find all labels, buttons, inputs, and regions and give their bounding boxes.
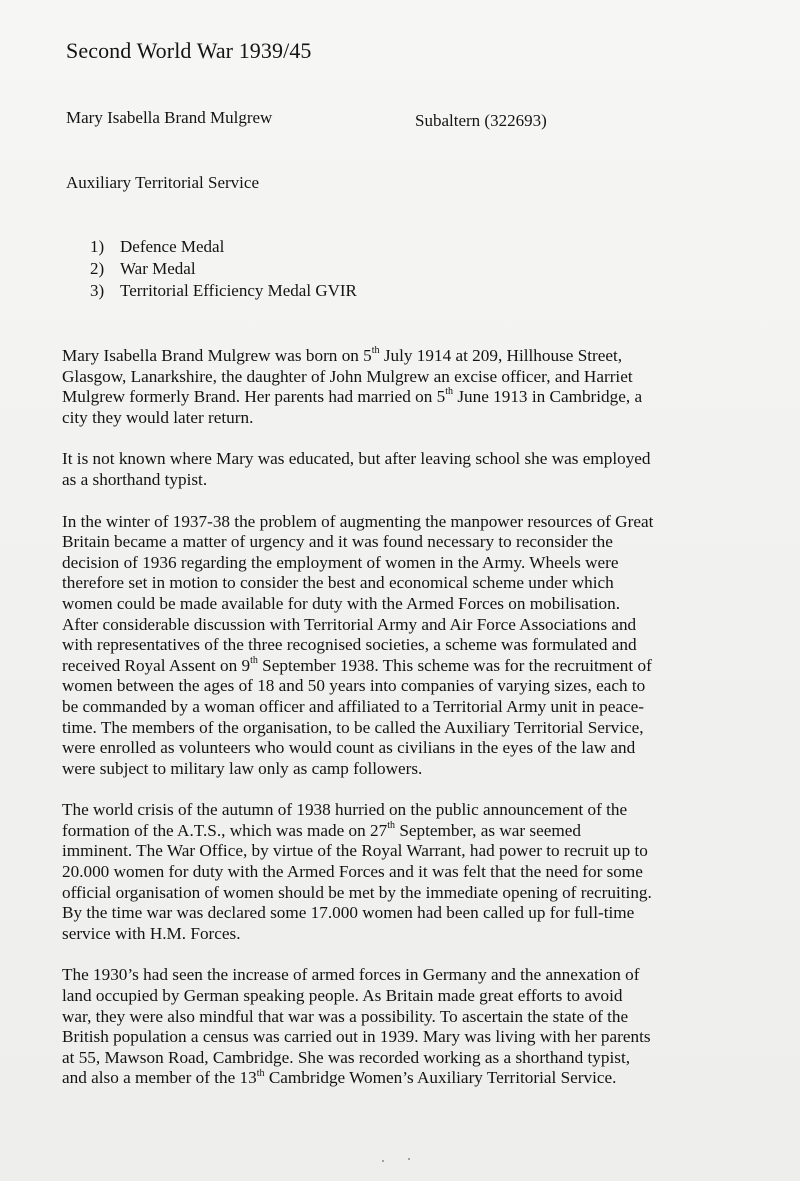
text-segment: The world crisis of the autumn of 1938 hurried on the public announcement of the — [62, 800, 628, 820]
text-line — [62, 986, 710, 1007]
text-segment: imminent. The War Office, by virtue of the Royal Warrant, had power to recruit up to — [62, 841, 648, 861]
medal-label: War Medal — [120, 259, 196, 278]
ordinal-suffix: th — [445, 386, 454, 398]
text-segment: were enrolled as volunteers who would count as civilians in the eyes of the law and — [62, 738, 636, 758]
body-paragraph — [62, 512, 710, 780]
medal-number: 3) — [90, 281, 105, 300]
body-paragraph — [62, 965, 710, 1089]
text-segment: received Royal Assent on 9 — [62, 655, 251, 675]
text-line — [62, 800, 710, 821]
medal-number: 1) — [90, 237, 105, 256]
text-line — [62, 367, 710, 388]
medal-number: 2) — [90, 259, 105, 278]
text-line — [62, 862, 710, 883]
text-segment: September, as war seemed — [395, 820, 581, 840]
medal-label: Defence Medal — [120, 237, 225, 256]
text-segment: service with H.M. Forces. — [62, 923, 241, 943]
scan-speck — [382, 1160, 384, 1162]
text-segment: time. The members of the organisation, to be called the Auxiliary Territorial Service, — [62, 717, 644, 737]
text-line — [62, 697, 710, 718]
ordinal-suffix: th — [250, 654, 258, 666]
text-line — [62, 841, 710, 862]
text-line — [62, 656, 710, 677]
text-segment: British population a census was carried out in 1939. Mary was living with her parents — [62, 1027, 651, 1047]
text-line — [62, 470, 710, 491]
text-segment: Britain became a matter of urgency and it was found necessary to reconsider the — [62, 532, 613, 552]
ordinal-suffix: th — [256, 1067, 265, 1079]
body-paragraph — [62, 800, 710, 944]
text-segment: land occupied by German speaking people. As Britain made great efforts to avoid — [62, 986, 623, 1006]
text-segment: July 1914 at 209, Hillhouse Street, — [379, 346, 623, 365]
document-title: Second World War 1939/45 — [66, 38, 312, 63]
text-line — [62, 1007, 710, 1028]
ordinal-suffix: th — [371, 345, 380, 357]
text-line — [62, 553, 710, 574]
text-line — [62, 594, 710, 615]
text-segment: It is not known where Mary was educated, but after leaving school she was employed — [62, 449, 651, 469]
text-segment: as a shorthand typist. — [62, 469, 208, 489]
text-segment: be commanded by a woman officer and affiliated to a Territorial Army unit in peace- — [62, 696, 645, 716]
subject-name: Mary Isabella Brand Mulgrew — [66, 108, 273, 127]
text-segment: June 1913 in Cambridge, a — [453, 387, 643, 407]
text-line — [62, 1048, 710, 1069]
text-line — [62, 883, 710, 904]
text-segment: By the time war was declared some 17.000 women had been called up for full-time — [62, 903, 635, 923]
text-segment: therefore set in motion to consider the best and economical scheme under which — [62, 573, 614, 593]
text-segment: women could be made available for duty with the Armed Forces on mobilisation. — [62, 593, 620, 613]
text-segment: war, they were also mindful that war was a possibility. To ascertain the state of the — [62, 1006, 629, 1026]
text-line — [62, 759, 710, 780]
text-segment: women between the ages of 18 and 50 years into companies of varying sizes, each to — [62, 676, 646, 696]
text-segment: 20.000 women for duty with the Armed Forces and it was felt that the need for some — [62, 862, 643, 882]
text-line — [62, 718, 710, 739]
text-line — [62, 821, 710, 842]
text-line — [62, 965, 710, 986]
text-line — [62, 512, 710, 533]
text-segment: decision of 1936 regarding the employment of women in the Army. Wheels were — [62, 552, 619, 572]
body-paragraph — [62, 346, 710, 428]
text-line — [62, 387, 710, 408]
text-segment: formation of the A.T.S., which was made on 27 — [62, 820, 388, 840]
text-segment: The 1930’s had seen the increase of armed forces in Germany and the annexation of — [62, 965, 640, 985]
text-segment: Cambridge Women’s Auxiliary Territorial Service. — [264, 1068, 617, 1088]
text-line — [62, 408, 710, 429]
text-line — [62, 532, 710, 553]
text-line — [62, 676, 710, 697]
text-line — [62, 924, 710, 945]
text-segment: Mulgrew formerly Brand. Her parents had married on 5 — [62, 387, 446, 407]
text-segment: official organisation of women should be met by the immediate opening of recruiting. — [62, 882, 652, 902]
text-segment: city they would later return. — [62, 407, 254, 427]
text-line — [62, 1068, 710, 1089]
text-segment: with representatives of the three recognised societies, a scheme was formulated and — [62, 635, 637, 655]
medals-list — [90, 236, 357, 302]
ordinal-suffix: th — [387, 820, 396, 832]
body-paragraph — [62, 449, 710, 490]
biography-text — [62, 346, 710, 1110]
text-line — [62, 738, 710, 759]
text-line — [62, 346, 710, 367]
medal-item — [90, 258, 357, 280]
text-line — [62, 573, 710, 594]
medal-label: Territorial Efficiency Medal GVIR — [120, 281, 357, 300]
text-segment: were subject to military law only as camp followers. — [62, 758, 423, 778]
text-line — [62, 615, 710, 636]
text-segment: Glasgow, Lanarkshire, the daughter of John Mulgrew an excise officer, and Harriet — [62, 366, 633, 386]
text-segment: After considerable discussion with Territorial Army and Air Force Associations and — [62, 614, 637, 634]
text-line — [62, 449, 710, 470]
text-segment: Mary Isabella Brand Mulgrew was born on 5 — [62, 346, 372, 365]
text-segment: September 1938. This scheme was for the recruitment of — [257, 655, 652, 675]
text-segment: and also a member of the 13 — [62, 1068, 257, 1088]
text-line — [62, 635, 710, 656]
text-segment: In the winter of 1937-38 the problem of augmenting the manpower resources of Great — [62, 511, 654, 531]
unit-name: Auxiliary Territorial Service — [66, 173, 259, 192]
medal-item — [90, 280, 357, 302]
scan-speck — [408, 1158, 410, 1160]
text-line — [62, 903, 710, 924]
medal-item — [90, 236, 357, 258]
subject-rank: Subaltern (322693) — [415, 111, 547, 130]
text-line — [62, 1027, 710, 1048]
text-segment: at 55, Mawson Road, Cambridge. She was recorded working as a shorthand typist, — [62, 1047, 631, 1067]
